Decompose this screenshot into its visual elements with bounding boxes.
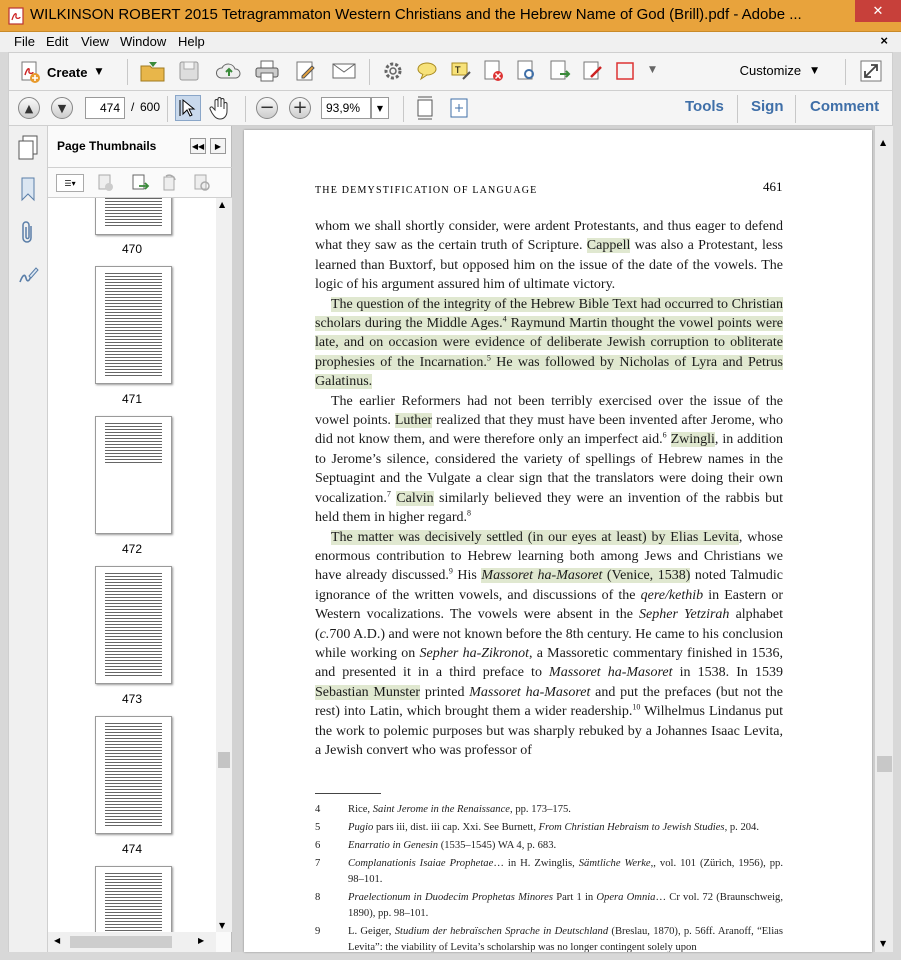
tools-pane-link[interactable]: Tools <box>685 98 724 115</box>
highlighter-icon <box>449 59 473 83</box>
title-bar <box>0 0 901 32</box>
create-pdf-icon <box>19 60 41 84</box>
paragraph: The question of the integrity of the Hebrew Bible Text had occurred to Christian scholars during the Middle Ages.$^4$ Raymund Martin thought the vowel points were late, and on occasion were evidence of deliberate Jewish corruption to obliterate prophesies of the Incarnation.$^5$ He was followed by Nicholas of Lyra and Petrus Galatinus. <box>315 296 783 390</box>
thumbnails-subtoolbar <box>48 168 232 198</box>
paragraph: The earlier Reformers had not been terribly exercised over the issue of the vowel points. Luther realized that they must have been invented after Jerome, who did not know them, and were therefore only an imperfect aid.$^6$ Zwingli, in addition to Jerome’s silence, considered the variety of spellings of Hebrew names in the Septuagint and the Vulgate a clear sign that the translators were doing their own vocalization.$^7$ Calvin similarly believed they were an invention of the rabbis but held them in higher regard.$^8$ <box>315 393 783 526</box>
menu-edit[interactable] <box>46 34 68 49</box>
main-toolbar <box>8 52 893 90</box>
document-vertical-scrollbar[interactable] <box>874 126 893 952</box>
navigation-toolbar <box>8 90 893 126</box>
footnote-rule <box>315 793 381 794</box>
running-head: THE DEMYSTIFICATION OF LANGUAGE <box>315 185 538 196</box>
signature-icon <box>17 264 39 286</box>
more-tools-chevron-icon[interactable]: ▼ <box>649 65 656 75</box>
page-thumbnail[interactable] <box>95 416 172 534</box>
sign-pane-link[interactable]: Sign <box>751 98 784 115</box>
menu-bar <box>0 32 901 52</box>
thumbnail-text-lines <box>105 723 162 827</box>
menu-window[interactable] <box>120 34 166 49</box>
thumbnails-vertical-scrollbar[interactable] <box>216 198 232 932</box>
thumbnail-label: 471 <box>121 392 143 406</box>
menu-help[interactable] <box>178 34 205 49</box>
footnotes <box>315 802 783 952</box>
cloud-upload-button[interactable] <box>215 59 243 83</box>
thumbnails-horizontal-scrollbar[interactable] <box>48 932 216 952</box>
delete-pages-button[interactable] <box>482 59 506 83</box>
menu-view[interactable] <box>81 34 109 49</box>
thumbnails-panel-title: Page Thumbnails <box>57 139 157 153</box>
footnote: 7 Complanationis Isaiae Prophetae… in H. Zwinglis, Sämtliche Werke,, vol. 101 (Zürich, 1956), pp. 98–101. <box>315 858 783 885</box>
scroll-up-icon[interactable]: ▲ <box>880 138 887 147</box>
menu-file[interactable] <box>14 34 35 49</box>
page-body-text <box>315 217 783 760</box>
page-thumbnails-rail-button[interactable] <box>16 134 40 162</box>
select-tool-button[interactable] <box>175 95 201 121</box>
minus-icon: − <box>256 97 278 119</box>
bookmarks-rail-button[interactable] <box>18 176 38 202</box>
print-button[interactable] <box>254 59 280 83</box>
create-button[interactable] <box>19 59 108 85</box>
fit-width-button[interactable] <box>448 96 470 120</box>
speech-bubble-icon <box>415 59 439 83</box>
thumbnail-text-lines <box>105 423 162 463</box>
gear-icon <box>381 59 405 83</box>
footnote: 9 L. Geiger, Studium der hebraïschen Sprache in Deutschland (Breslau, 1870), p. 56ff. Aranoff, “Elias Levita”: the viability of Levita’s scholarship was no longer contingent solely upon <box>315 926 783 952</box>
scroll-left-icon[interactable]: ◀ <box>54 936 61 945</box>
footnote: 5 Pugio pars iii, dist. iii cap. Xxi. See Burnett, From Christian Hebraism to Jewish Studies, p. 204. <box>315 822 759 833</box>
menu-help-label: Help <box>178 34 205 49</box>
settings-button[interactable] <box>381 59 405 83</box>
scroll-up-icon[interactable]: ▲ <box>219 200 226 209</box>
scroll-right-icon[interactable]: ▶ <box>198 936 205 945</box>
scroll-down-icon[interactable]: ▼ <box>880 939 887 948</box>
zoom-in-button[interactable] <box>289 97 311 119</box>
page-thumbnails-panel <box>48 126 232 952</box>
paragraph: whom we shall shortly consider, were ardent Protestants, and thus eager to defend what they saw as the certain truth of Scripture. Cappell was also a Protestant, less learned than Buxtorf, but opposed him on the issue of the date of the vowels. The logic of his argument assured him of ultimate victory. <box>315 219 784 293</box>
thumbnail-label: 473 <box>121 692 143 706</box>
document-view[interactable] <box>232 126 893 952</box>
acrobat-app-icon[interactable] <box>8 7 24 25</box>
delete-thumbnail-page-icon[interactable] <box>96 173 116 193</box>
edit-document-icon <box>294 59 318 83</box>
menu-window-label: Window <box>120 34 167 49</box>
toolbar-divider <box>369 59 370 85</box>
create-button-label: Create <box>47 64 88 80</box>
toolbar-divider <box>737 95 738 123</box>
open-folder-icon <box>139 58 167 84</box>
page-number: 461 <box>763 179 783 194</box>
zoom-input[interactable] <box>321 97 371 119</box>
page-thumbnail[interactable] <box>95 566 172 684</box>
page-thumbnail-current[interactable] <box>95 716 172 834</box>
rotate-page-icon[interactable] <box>160 173 180 193</box>
footnote: 4 Rice, Saint Jerome in the Renaissance, pp. 173–175. <box>315 804 571 815</box>
cursor-arrow-icon <box>179 98 197 118</box>
toolbar-divider <box>127 59 128 85</box>
rectangle-tool-button[interactable] <box>615 61 635 81</box>
scrollbar-thumb[interactable] <box>877 756 892 772</box>
hand-icon <box>209 96 231 120</box>
menu-view-label: View <box>81 34 109 49</box>
thumbnail-text-lines <box>105 573 162 677</box>
save-icon <box>177 59 201 83</box>
thumbnail-text-lines <box>105 273 162 377</box>
window-close-button[interactable] <box>855 0 901 22</box>
export-page-icon <box>548 59 572 83</box>
scroll-down-icon[interactable]: ▼ <box>219 921 226 930</box>
svg-text:T: T <box>455 66 461 76</box>
thumbnails-panel-header <box>48 126 232 168</box>
pdf-page <box>244 130 872 952</box>
fit-page-button[interactable] <box>415 96 435 120</box>
page-thumbnail[interactable] <box>95 198 172 235</box>
export-button[interactable] <box>548 59 572 83</box>
close-icon: ✕ <box>872 3 884 19</box>
next-page-button[interactable] <box>51 97 73 119</box>
thumbnail-label: 474 <box>121 842 143 856</box>
toolbar-divider <box>245 96 246 122</box>
highlight-text-button[interactable] <box>449 59 473 83</box>
plus-icon: + <box>289 97 311 119</box>
attachments-rail-button[interactable] <box>18 220 38 246</box>
bookmark-icon <box>18 176 38 202</box>
page-thumbnail[interactable] <box>95 866 172 932</box>
thumbnail-label: 472 <box>121 542 143 556</box>
printer-icon <box>254 59 280 83</box>
form-edit-icon <box>581 59 605 83</box>
collapse-panel-icon[interactable]: ◀◀ <box>190 138 206 154</box>
thumbnail-list <box>48 198 216 932</box>
window-title: WILKINSON ROBERT 2015 Tetragrammaton Western Christians and the Hebrew Name of God (Brill).pdf - Adobe ... <box>30 6 802 23</box>
thumbnail-label: 470 <box>121 242 143 256</box>
thumbnail-text-lines <box>105 198 162 228</box>
page-properties-icon[interactable] <box>192 173 212 193</box>
fit-width-icon <box>448 96 470 120</box>
delete-page-icon <box>482 59 506 83</box>
save-button[interactable] <box>177 59 201 83</box>
toolbar-divider <box>795 95 796 123</box>
comment-button[interactable] <box>415 59 439 83</box>
chevron-down-icon: ▼ <box>95 67 103 77</box>
cloud-upload-icon <box>215 59 243 83</box>
previous-page-button[interactable] <box>18 97 40 119</box>
paperclip-icon <box>18 220 38 246</box>
customize-label: Customize <box>739 63 802 78</box>
menu-file-label: File <box>14 34 35 49</box>
scrollbar-thumb[interactable] <box>70 936 172 948</box>
envelope-icon <box>331 59 357 83</box>
edit-document-button[interactable] <box>294 59 318 83</box>
toolbar-divider <box>403 96 404 122</box>
pages-icon <box>16 134 40 162</box>
footnote: 6 Enarratio in Genesin (1535–1545) WA 4, p. 683. <box>315 840 557 851</box>
toolbar-divider <box>167 96 168 122</box>
page-search-icon <box>515 59 539 83</box>
open-button[interactable] <box>139 58 167 84</box>
page-number-input[interactable] <box>85 97 125 119</box>
page-separator: / <box>131 100 135 114</box>
full-screen-button[interactable] <box>859 59 883 83</box>
hand-tool-button[interactable] <box>209 96 231 120</box>
fit-page-icon <box>415 96 435 120</box>
toolbar-divider <box>845 59 846 85</box>
zoom-dropdown-chevron-icon[interactable]: ▼ <box>371 97 389 119</box>
extract-page-icon[interactable] <box>130 173 150 193</box>
expand-icon <box>859 59 883 83</box>
page-total: 600 <box>140 100 161 114</box>
signatures-rail-button[interactable] <box>17 264 39 286</box>
document-close-icon[interactable]: × <box>880 33 888 48</box>
menu-edit-label: Edit <box>46 34 69 49</box>
thumbnail-options-menu-icon[interactable]: ☰▾ <box>56 174 84 192</box>
footnote: 8 Praelectionum in Duodecim Prophetas Minores Part 1 in Opera Omnia… Cr vol. 72 (Braunschweig, 1890), pp. 98–101. <box>315 892 784 919</box>
zoom-out-button[interactable] <box>256 97 278 119</box>
email-button[interactable] <box>331 59 357 83</box>
navigation-rail <box>8 126 48 952</box>
arrow-down-icon: ▼ <box>51 97 73 119</box>
page-thumbnail[interactable] <box>95 266 172 384</box>
scrollbar-thumb[interactable] <box>218 752 230 768</box>
customize-button[interactable] <box>740 63 818 78</box>
form-button[interactable] <box>581 59 605 83</box>
panel-options-chevron-icon[interactable]: ▶ <box>210 138 226 154</box>
search-pages-button[interactable] <box>515 59 539 83</box>
rectangle-icon <box>615 61 635 81</box>
arrow-up-icon: ▲ <box>18 97 40 119</box>
comment-pane-link[interactable]: Comment <box>810 98 880 115</box>
paragraph: The matter was decisively settled (in our eyes at least) by Elias Levita, whose enormous contribution to Hebrew learning both among Jews and Christians we have already discussed.$^9$ His Massoret ha-Masoret (Venice, 1538) noted Talmudic ignorance of the written vowels, and discussions of the qere/kethib in Eastern or Western vocalizations. The vowels were absent in the Sepher Yetzirah alphabet (c.700 A.D.) and were not known before the 8th century. He came to his conclusion while working on Sepher ha-Zikronot, a Massoretic commentary finished in 1536, and presented it in a third preface to Massoret ha-Masoret in 1538. In 1539 Sebastian Munster printed Massoret ha-Masoret and put the prefaces (but not the rest) into Latin, which brought them a wider readership.$^{10}$ Wilhelmus Lindanus put the work to polemic purposes but was sharply rebuked by a Johannes Isaac Levita, a Jewish convert who was professor of <box>315 529 784 758</box>
chevron-down-icon: ▼ <box>811 65 818 76</box>
thumbnail-text-lines <box>105 873 162 932</box>
